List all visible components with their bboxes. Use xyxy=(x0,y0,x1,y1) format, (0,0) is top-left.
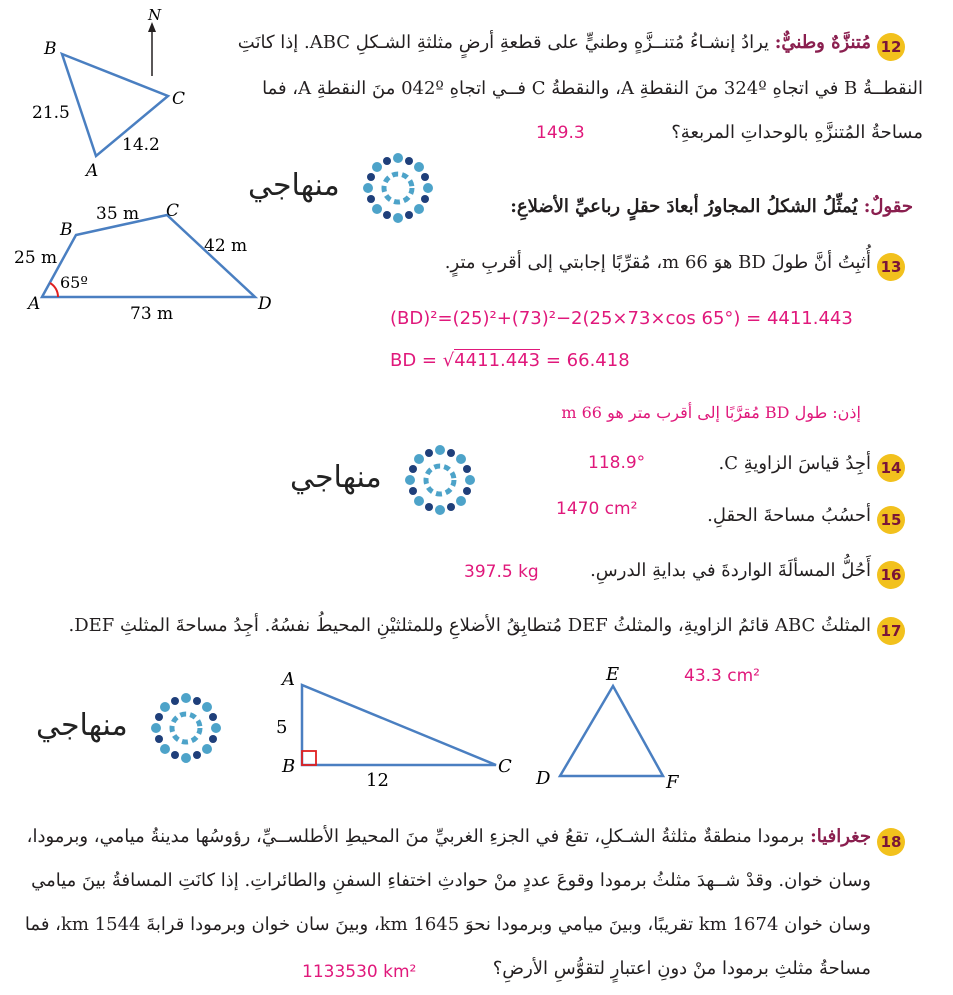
north-label: N xyxy=(148,6,162,24)
vertex-a: A xyxy=(86,161,99,181)
q14-number-badge: 14 xyxy=(877,454,905,482)
field-statement xyxy=(413,196,913,217)
q16-text: أَحُلُّ المسألَةَ الواردةَ في بدايةِ الدرسِ. xyxy=(590,560,871,581)
q12-label: مُتنزَّهٌ وطنيٌّ: xyxy=(774,32,871,53)
brand-name: منهاجي xyxy=(36,708,128,743)
q12-text-line3: مساحةُ المُتنزَّهِ بالوحداتِ المربعةِ؟ xyxy=(671,122,923,143)
q13-sqrt-arg: 4411.443 xyxy=(454,350,541,371)
side-cd: 42 m xyxy=(204,236,248,256)
q17-answer: 43.3 cm² xyxy=(684,666,760,686)
q18-answer: 1133530 km² xyxy=(302,962,417,982)
q15-text: أحسُبُ مساحةَ الحقلِ. xyxy=(707,505,871,526)
angle-a-value: 65º xyxy=(60,273,88,292)
side-bc: 12 xyxy=(366,770,389,791)
vertex-b: B xyxy=(282,756,296,777)
equilateral-triangle-figure xyxy=(530,658,690,790)
q13-sqrt-expression xyxy=(390,350,630,371)
q14-text: أجِدُ قياسَ الزاويةِ C. xyxy=(718,453,871,474)
vertex-b: B xyxy=(60,220,73,240)
q12-answer: 149.3 xyxy=(536,123,585,143)
q12-triangle-figure xyxy=(20,0,220,185)
q13-number-badge: 13 xyxy=(877,253,905,281)
q18-text-line1: برمودا منطقةٌ مثلثةُ الشـكلِ، تقعُ في الجزءِ الغربيِّ منَ المحيطِ الأطلســيِّ، رؤوسُها مدينةُ ميامي، وبرمودا، xyxy=(26,826,805,847)
q13-conclusion: إذن: طول BD مُقرَّبًا إلى أقرب متر هو 66 m xyxy=(561,403,861,422)
right-triangle-figure xyxy=(270,660,530,792)
q12-number-badge: 12 xyxy=(877,33,905,61)
q18-number-badge: 18 xyxy=(877,828,905,856)
side-bc: 35 m xyxy=(96,204,140,224)
brand-logo-icon xyxy=(400,440,480,520)
q18-label: جغرافيا: xyxy=(810,826,871,847)
q17-text: المثلثُ ABC قائمُ الزاويةِ، والمثلثُ DEF مُتطابِقُ الأضلاعِ وللمثلثيْنِ المحيطُ نفسُهُ. أجِدُ مساحةَ المثلثِ DEF. xyxy=(68,615,871,636)
q13-formula: (BD)²=(25)²+(73)²−2(25×73×cos 65°) = 4411.443 xyxy=(390,308,853,329)
field-text: يُمثِّلُ الشكلُ المجاورُ أبعادَ حقلٍ رباعيِّ الأضلاعِ: xyxy=(510,196,858,217)
vertex-c: C xyxy=(498,756,512,777)
brand-logo-icon xyxy=(146,688,226,768)
q18-text-line4: مساحةُ مثلثِ برمودا منْ دونِ اعتبارٍ لتقوُّسِ الأرضِ؟ xyxy=(492,958,871,979)
q12-text-line1: يرادُ إنشـاءُ مُتنــزَّهٍ وطنيٍّ على قطعةِ أرضٍ مثلثةِ الشـكلِ ABC. إذا كانَتِ xyxy=(237,32,770,53)
vertex-a: A xyxy=(282,669,295,690)
brand-name: منهاجي xyxy=(248,168,340,203)
q13-sqrt-lhs: BD = xyxy=(390,350,438,371)
side-ab: 25 m xyxy=(14,248,58,268)
side-ab: 5 xyxy=(276,717,288,738)
side-ab: 21.5 xyxy=(32,103,70,123)
q18-text-line3: وسان خوان 1674 km تقريبًا، وبينَ ميامي وبرمودا نحوَ 1645 km، وبينَ سان خوان وبرمودا قرابةَ 1544 km، فما xyxy=(24,914,871,935)
q17-number-badge: 17 xyxy=(877,617,905,645)
q15-answer: 1470 cm² xyxy=(556,499,638,519)
vertex-c: C xyxy=(166,201,180,221)
q16-number-badge: 16 xyxy=(877,561,905,589)
brand-name: منهاجي xyxy=(290,460,382,495)
field-quadrilateral-figure xyxy=(10,195,280,330)
q13-sqrt-rhs: = 66.418 xyxy=(545,350,630,371)
q13-text: أُثبِتُ أنَّ طولَ BD هوَ 66 m، مُقرِّبًا إجابتي إلى أقربِ مترٍ. xyxy=(444,252,871,273)
angle-a-arc xyxy=(50,283,58,297)
q16-answer: 397.5 kg xyxy=(464,562,539,582)
vertex-d: D xyxy=(536,768,551,789)
sqrt-symbol: √ xyxy=(442,350,455,371)
vertex-e: E xyxy=(606,664,620,685)
q14-answer: 118.9° xyxy=(588,453,646,473)
field-label: حقولٌ: xyxy=(863,196,913,217)
vertex-a: A xyxy=(28,294,41,314)
q18-line1 xyxy=(11,826,871,847)
vertex-c: C xyxy=(172,89,186,109)
side-ac: 14.2 xyxy=(122,135,160,155)
right-triangle xyxy=(302,685,496,765)
equilateral-triangle xyxy=(560,686,663,776)
side-ad: 73 m xyxy=(130,304,174,324)
q15-number-badge: 15 xyxy=(877,506,905,534)
vertex-b: B xyxy=(44,39,57,59)
q12-line1 xyxy=(221,32,871,53)
q12-text-line2: النقطــةُ B في اتجاهِ 324º منَ النقطةِ A، والنقطةُ C فــي اتجاهِ 042º منَ النقطةِ A، فما xyxy=(262,78,923,99)
vertex-f: F xyxy=(666,772,679,790)
vertex-d: D xyxy=(258,294,272,314)
right-angle-marker xyxy=(302,751,316,765)
q18-text-line2: وسان خوان. وقدْ شــهدَ مثلثُ برمودا وقوعَ عددٍ منْ حوادثِ اختفاءِ السفنِ والطائراتِ. إذا كانَتِ المسافةُ بينَ ميامي xyxy=(31,870,871,891)
